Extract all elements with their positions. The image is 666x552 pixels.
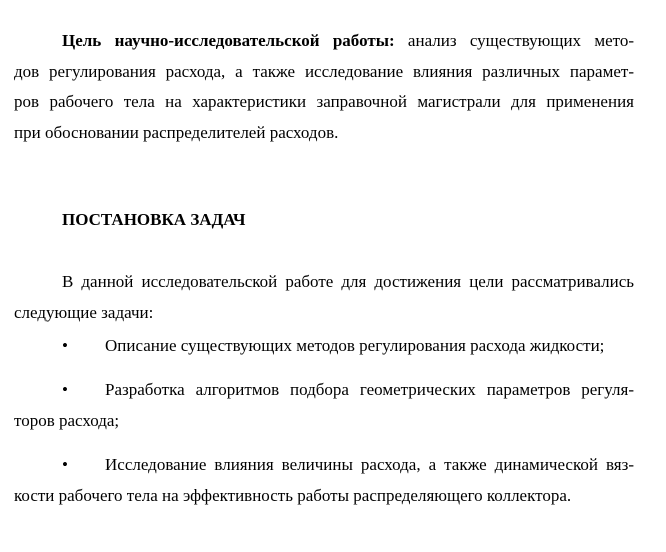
section-heading: ПОСТАНОВКА ЗАДАЧ: [62, 210, 246, 229]
goal-label: Цель научно-исследовательской работы:: [62, 31, 395, 50]
task-3-line-1: Исследование влияния величины расхода, а также динамической вяз-: [105, 455, 634, 474]
goal-line-3: ров рабочего тела на характеристики заправочной магистрали для применения: [14, 92, 634, 111]
task-3-line-2: кости рабочего тела на эффективность работы распределяющего коллектора.: [14, 486, 572, 505]
goal-line-2: дов регулирования расхода, а также исследование влияния различных парамет-: [14, 62, 634, 81]
intro-line-2: следующие задачи:: [14, 303, 154, 322]
task-2-line-2: торов расхода;: [14, 411, 120, 430]
goal-text-start: анализ существующих мето-: [394, 31, 634, 50]
task-2-line-1: Разработка алгоритмов подбора геометрических параметров регуля-: [105, 380, 634, 399]
intro-line-1: В данной исследовательской работе для достижения цели рассматривались: [62, 272, 634, 291]
bullet-3: •: [62, 455, 68, 474]
task-1-line-1: Описание существующих методов регулирования расхода жидкости;: [105, 336, 605, 355]
bullet-1: •: [62, 336, 68, 355]
goal-line-1: [62, 31, 634, 51]
goal-line-4: при обосновании распределителей расходов.: [14, 123, 339, 142]
bullet-2: •: [62, 380, 68, 399]
